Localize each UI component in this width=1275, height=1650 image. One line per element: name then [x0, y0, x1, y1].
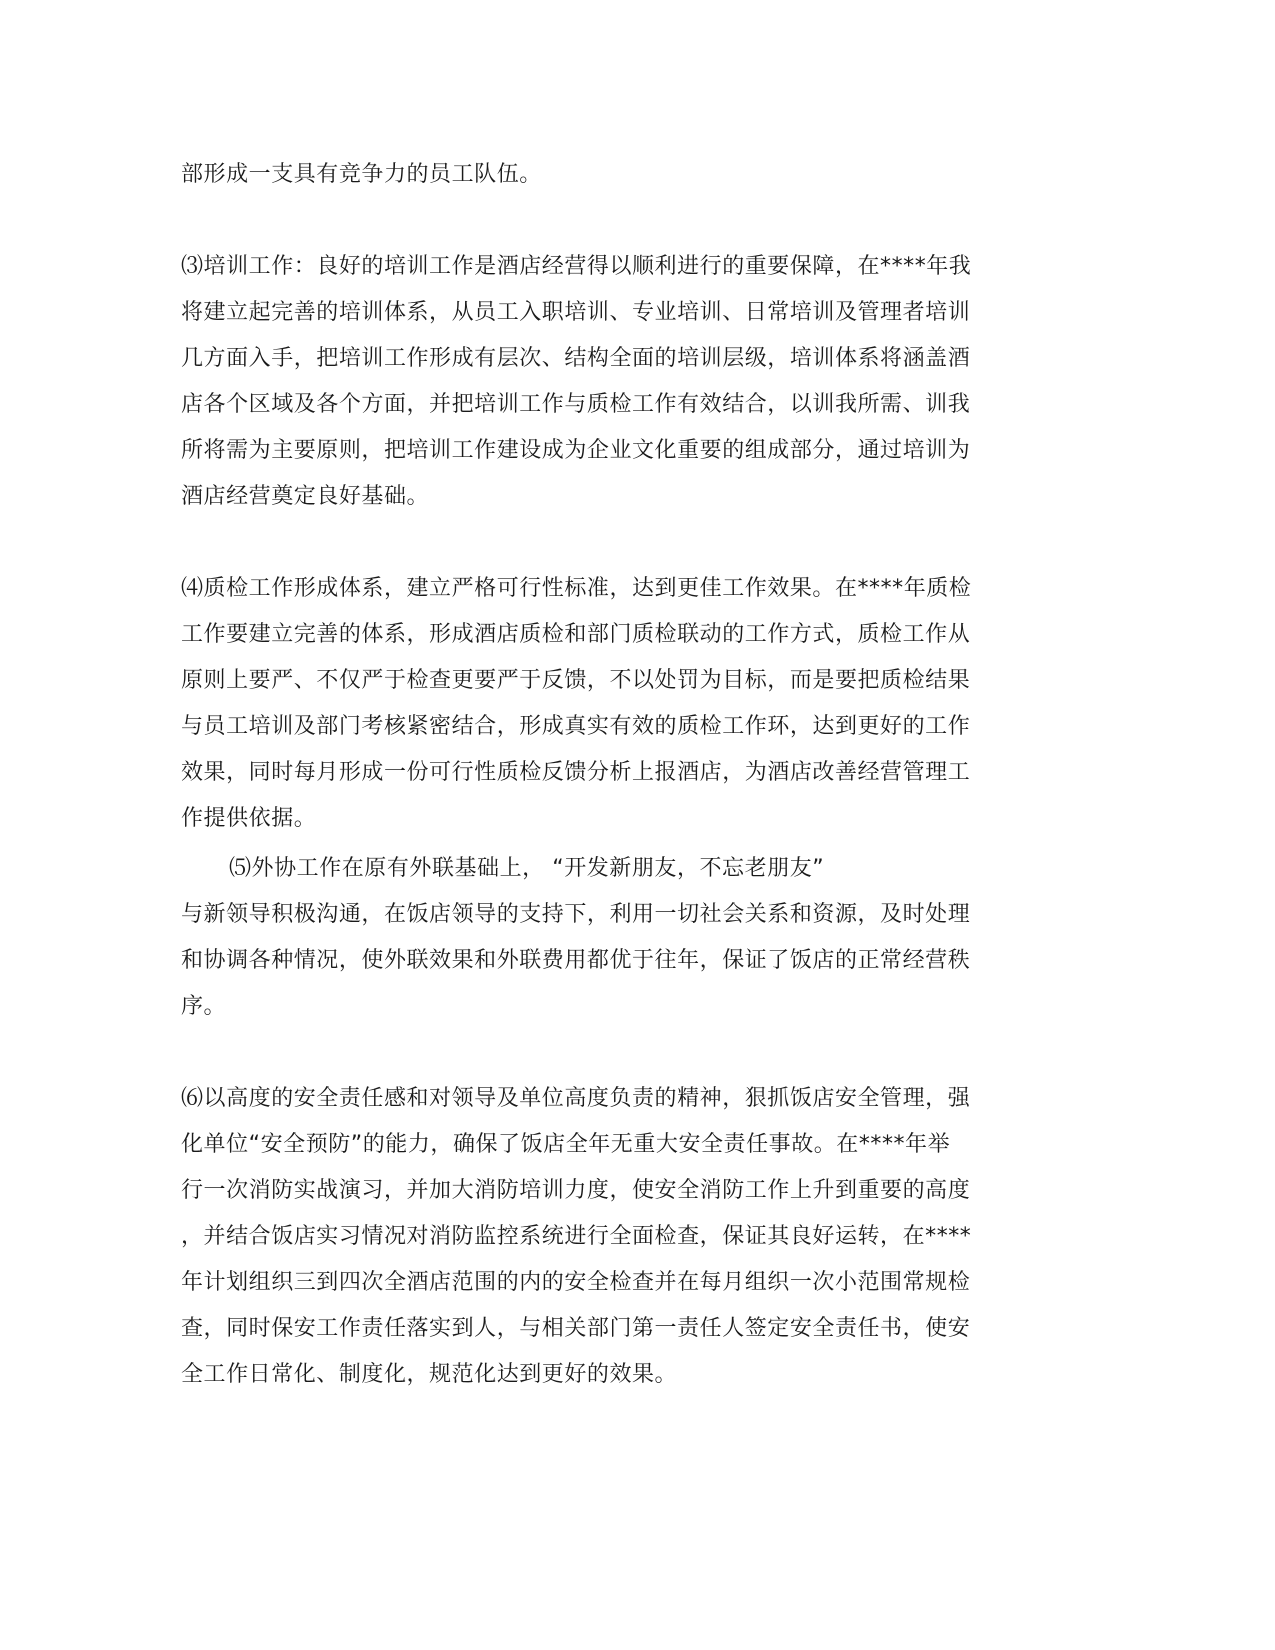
text-line: 序。	[181, 994, 227, 1019]
text-line: 原则上要严、不仅严于检查更要严于反馈，不以处罚为目标，而是要把质检结果	[181, 668, 971, 693]
text-line: 行一次消防实战演习，并加大消防培训力度，使安全消防工作上升到重要的高度	[181, 1178, 971, 1203]
text-line: 和协调各种情况，使外联效果和外联费用都优于往年，保证了饭店的正常经营秩	[181, 948, 971, 973]
text-line: ⑶培训工作：良好的培训工作是酒店经营得以顺利进行的重要保障，在****年我	[181, 254, 972, 279]
text-line: 与员工培训及部门考核紧密结合，形成真实有效的质检工作环，达到更好的工作	[181, 714, 971, 739]
text-line: 效果，同时每月形成一份可行性质检反馈分析上报酒店，为酒店改善经营管理工	[181, 760, 971, 785]
text-line: ⑹以高度的安全责任感和对领导及单位高度负责的精神，狠抓饭店安全管理，强	[181, 1086, 971, 1111]
text-line: 将建立起完善的培训体系，从员工入职培训、专业培训、日常培训及管理者培训	[181, 300, 971, 325]
text-line: 查，同时保安工作责任落实到人，与相关部门第一责任人签定安全责任书，使安	[181, 1316, 971, 1341]
text-line: ⑸外协工作在原有外联基础上， “开发新朋友，不忘老朋友”	[229, 856, 825, 881]
text-line: 作提供依据。	[181, 806, 317, 831]
text-line: 酒店经营奠定良好基础。	[181, 484, 430, 509]
text-line: ，并结合饭店实习情况对消防监控系统进行全面检查，保证其良好运转，在****	[181, 1224, 972, 1249]
text-line: 所将需为主要原则，把培训工作建设成为企业文化重要的组成部分，通过培训为	[181, 438, 971, 463]
text-line: 几方面入手，把培训工作形成有层次、结构全面的培训层级，培训体系将涵盖酒	[181, 346, 971, 371]
text-line: 部形成一支具有竞争力的员工队伍。	[181, 162, 542, 187]
text-line: 年计划组织三到四次全酒店范围的内的安全检查并在每月组织一次小范围常规检	[181, 1270, 971, 1295]
text-line: ⑷质检工作形成体系，建立严格可行性标准，达到更佳工作效果。在****年质检	[181, 576, 972, 601]
text-line: 化单位“安全预防”的能力，确保了饭店全年无重大安全责任事故。在****年举	[181, 1132, 951, 1157]
text-line: 全工作日常化、制度化，规范化达到更好的效果。	[181, 1362, 678, 1387]
text-line: 工作要建立完善的体系，形成酒店质检和部门质检联动的工作方式，质检工作从	[181, 622, 971, 647]
text-line: 与新领导积极沟通，在饭店领导的支持下，利用一切社会关系和资源，及时处理	[181, 902, 971, 927]
text-line: 店各个区域及各个方面，并把培训工作与质检工作有效结合，以训我所需、训我	[181, 392, 971, 417]
